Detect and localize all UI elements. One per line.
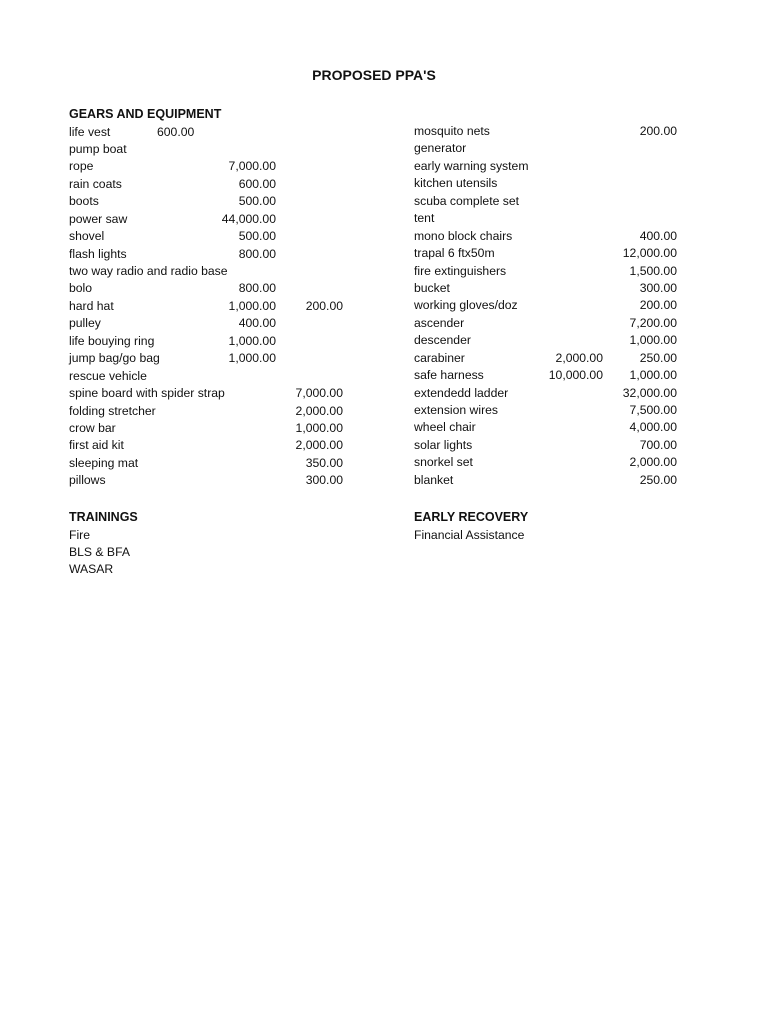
gear-item-row xyxy=(69,333,359,350)
gear-item-label: mono block chairs xyxy=(414,228,513,243)
gear-item-label: ascender xyxy=(414,315,465,330)
gear-item-label: crow bar xyxy=(69,420,116,435)
gear-item-label: bolo xyxy=(69,281,93,296)
gear-item-label: scuba complete set xyxy=(414,193,520,208)
training-item xyxy=(69,544,359,561)
training-item-label: WASAR xyxy=(69,562,114,577)
recovery-item-label: Financial Assistance xyxy=(414,527,525,542)
gear-item-row xyxy=(414,315,694,332)
gear-item-amount-2: 1,000.00 xyxy=(629,333,677,348)
gear-item-amount-2: 200.00 xyxy=(305,298,343,313)
gear-item-row xyxy=(414,263,694,280)
gear-item-row xyxy=(69,193,359,210)
gear-item-row xyxy=(69,124,359,141)
gear-item-row xyxy=(69,158,359,175)
gear-item-amount-2: 300.00 xyxy=(639,280,677,295)
gear-item-row xyxy=(414,385,694,402)
gear-item-amount: 2,000.00 xyxy=(555,350,603,365)
gear-item-label: pump boat xyxy=(69,141,127,156)
gear-item-row xyxy=(414,228,694,245)
gear-item-label: snorkel set xyxy=(414,455,473,470)
gear-item-amount-2: 4,000.00 xyxy=(629,420,677,435)
gear-item-inline-amount: 600.00 xyxy=(157,124,195,139)
gear-item-amount-2: 1,000.00 xyxy=(629,368,677,383)
gears-right-column xyxy=(414,123,694,489)
training-item-label: BLS & BFA xyxy=(69,544,130,559)
gear-item-amount-2: 700.00 xyxy=(639,437,677,452)
gear-item-row xyxy=(69,246,359,263)
gear-item-amount: 1,000.00 xyxy=(228,298,276,313)
gear-item-row xyxy=(414,140,694,157)
gear-item-label: wheel chair xyxy=(414,420,476,435)
gear-item-label: two way radio and radio base xyxy=(69,264,228,278)
gear-item-label: early warning system xyxy=(414,158,529,173)
gear-item-amount: 600.00 xyxy=(238,176,276,191)
gear-item-row xyxy=(414,419,694,436)
gear-item-row xyxy=(69,385,359,402)
gear-item-row xyxy=(69,455,359,472)
gear-item-label: rescue vehicle xyxy=(69,368,147,383)
gear-item-label: extendedd ladder xyxy=(414,385,509,400)
gear-item-label: blanket xyxy=(414,472,454,487)
gear-item-label: trapal 6 ftx50m xyxy=(414,246,495,261)
gear-item-label: shovel xyxy=(69,229,105,244)
gear-item-row xyxy=(69,437,359,454)
gear-item-row xyxy=(69,368,359,385)
gear-item-amount: 44,000.00 xyxy=(221,211,276,226)
gear-item-row xyxy=(414,472,694,489)
recovery-item xyxy=(414,527,694,544)
gear-item-amount: 7,000.00 xyxy=(228,159,276,174)
gear-item-row xyxy=(69,350,359,367)
gear-item-row xyxy=(414,402,694,419)
gear-item-amount-2: 32,000.00 xyxy=(622,385,677,400)
gear-item-label: extension wires xyxy=(414,403,498,417)
gear-item-row xyxy=(69,263,359,280)
gear-item-row xyxy=(414,367,694,384)
gear-item-amount: 1,000.00 xyxy=(228,333,276,348)
gear-item-row xyxy=(414,297,694,314)
gear-item-row xyxy=(69,403,359,420)
gear-item-label: power saw xyxy=(69,211,128,226)
gears-heading: GEARS AND EQUIPMENT xyxy=(69,107,222,121)
gear-item-amount-2: 250.00 xyxy=(639,472,677,487)
gear-item-amount-2: 2,000.00 xyxy=(629,455,677,470)
gear-item-label: hard hat xyxy=(69,298,114,313)
training-item-label: Fire xyxy=(69,527,90,542)
gear-item-row xyxy=(69,315,359,332)
gear-item-label: fire extinguishers xyxy=(414,263,507,278)
trainings-section xyxy=(69,509,359,579)
gear-item-label: jump bag/go bag xyxy=(69,351,160,366)
gear-item-row xyxy=(69,298,359,315)
gear-item-amount-2: 7,000.00 xyxy=(295,386,343,401)
gear-item-amount-2: 2,000.00 xyxy=(295,438,343,453)
gear-item-label: flash lights xyxy=(69,246,127,261)
gear-item-amount-2: 400.00 xyxy=(639,228,677,243)
gear-item-amount: 800.00 xyxy=(238,281,276,296)
gear-item-label: life bouying ring xyxy=(69,333,155,348)
gear-item-row xyxy=(69,280,359,297)
gears-left-column xyxy=(69,106,359,490)
gear-item-label: rope xyxy=(69,159,94,174)
gears-left-list xyxy=(69,124,359,490)
gear-item-amount-2: 12,000.00 xyxy=(622,246,677,261)
early-recovery-section xyxy=(414,509,694,544)
page-title: PROPOSED PPA'S xyxy=(312,67,436,83)
training-item xyxy=(69,561,359,578)
early-recovery-list xyxy=(414,527,694,544)
gear-item-row xyxy=(414,193,694,210)
gear-item-amount-2: 7,200.00 xyxy=(629,315,677,330)
gear-item-amount: 1,000.00 xyxy=(228,351,276,366)
gear-item-amount: 400.00 xyxy=(238,316,276,331)
gear-item-amount-2: 250.00 xyxy=(639,350,677,365)
gear-item-label: generator xyxy=(414,141,467,156)
gear-item-row xyxy=(414,280,694,297)
gear-item-amount-2: 350.00 xyxy=(305,455,343,470)
gear-item-row xyxy=(414,158,694,175)
gear-item-label: pillows xyxy=(69,473,106,488)
gear-item-label: carabiner xyxy=(414,350,465,365)
gear-item-amount-2: 1,500.00 xyxy=(629,263,677,278)
gear-item-label: folding stretcher xyxy=(69,403,156,418)
gear-item-label: first aid kit xyxy=(69,438,124,453)
trainings-list xyxy=(69,527,359,579)
gear-item-row xyxy=(414,332,694,349)
gear-item-amount: 800.00 xyxy=(238,246,276,261)
gear-item-amount-2: 300.00 xyxy=(305,473,343,488)
gear-item-row xyxy=(414,123,694,140)
gear-item-row xyxy=(414,175,694,192)
gear-item-row xyxy=(414,454,694,471)
gear-item-label: solar lights xyxy=(414,437,473,452)
gear-item-row xyxy=(69,211,359,228)
gear-item-row xyxy=(69,176,359,193)
gear-item-row xyxy=(414,350,694,367)
gear-item-label: tent xyxy=(414,211,435,226)
gear-item-row xyxy=(414,245,694,262)
gear-item-row xyxy=(69,141,359,158)
gear-item-amount: 500.00 xyxy=(238,229,276,244)
gear-item-row xyxy=(69,420,359,437)
gear-item-label: life vest xyxy=(69,124,111,139)
gear-item-amount-2: 200.00 xyxy=(639,124,677,138)
gear-item-label: rain coats xyxy=(69,176,122,191)
gear-item-amount: 500.00 xyxy=(238,194,276,209)
gear-item-amount-2: 200.00 xyxy=(639,298,677,313)
gears-right-list xyxy=(414,123,694,489)
gear-item-row xyxy=(69,472,359,489)
gear-item-row xyxy=(69,228,359,245)
gear-item-amount: 10,000.00 xyxy=(548,368,603,383)
gear-item-label: descender xyxy=(414,333,471,348)
gear-item-row xyxy=(414,437,694,454)
gear-item-label: bucket xyxy=(414,280,450,295)
gear-item-label: kitchen utensils xyxy=(414,176,498,191)
gear-item-amount-2: 7,500.00 xyxy=(629,403,677,417)
training-item xyxy=(69,527,359,544)
gear-item-label: mosquito nets xyxy=(414,124,490,138)
gear-item-label: working gloves/doz xyxy=(414,298,518,313)
gear-item-label: spine board with spider strap xyxy=(69,386,225,401)
gear-item-label: pulley xyxy=(69,316,101,331)
early-recovery-heading: EARLY RECOVERY xyxy=(414,510,529,524)
gear-item-label: boots xyxy=(69,194,99,209)
gear-item-amount-2: 1,000.00 xyxy=(295,420,343,435)
trainings-heading: TRAININGS xyxy=(69,510,138,524)
gear-item-label: safe harness xyxy=(414,368,484,383)
gear-item-label: sleeping mat xyxy=(69,455,139,470)
gear-item-amount-2: 2,000.00 xyxy=(295,403,343,418)
gear-item-row xyxy=(414,210,694,227)
